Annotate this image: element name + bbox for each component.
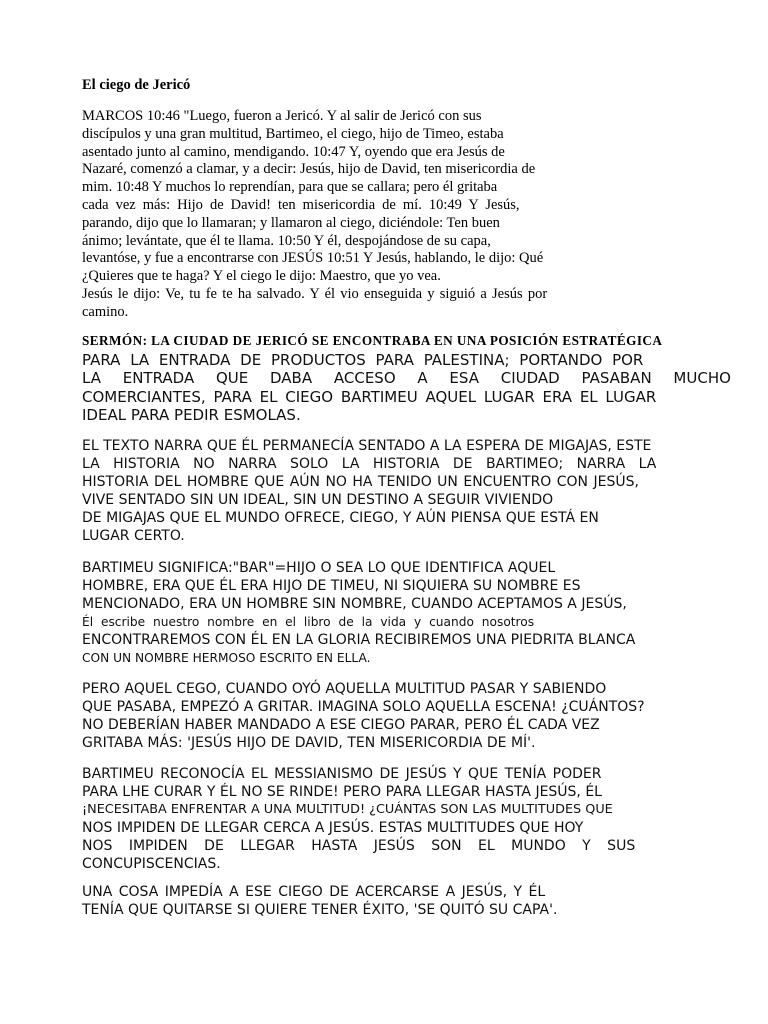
paragraph-line: HOMBRE, ERA QUE ÉL ERA HIJO DE TIMEU, NI SIQUIERA SU NOMBRE ES [82,578,581,594]
gospel-line: cada vez más: Hijo de David! ten misericordia de mí. 10:49 Y Jesús, [82,196,520,213]
sermon-heading: SERMÓN: LA CIUDAD DE JERICÓ SE ENCONTRABA EN UNA POSICIÓN ESTRATÉGICA [82,333,663,348]
paragraph-line: NOS IMPIDEN DE LLEGAR CERCA A JESÚS. ESTAS MULTITUDES QUE HOY [82,820,584,836]
paragraph-line: EL TEXTO NARRA QUE ÉL PERMANECÍA SENTADO A LA ESPERA DE MIGAJAS, ESTE [82,438,652,454]
gospel-line: Jesús le dijo: Ve, tu fe te ha salvado. Y él vio enseguida y siguió a Jesús por [82,285,548,302]
paragraph-line: IDEAL PARA PEDIR ESMOLAS. [82,406,301,425]
paragraph-line: VIVE SENTADO SIN UN IDEAL, SIN UN DESTINO A SEGUIR VIVIENDO [82,492,554,508]
paragraph-line: LUGAR CERTO. [82,528,185,544]
gospel-line: parando, dijo que lo llamaran; y llamaron al ciego, diciéndole: Ten buen [82,214,500,231]
paragraph-line: ¡NECESITABA ENFRENTAR A UNA MULTITUD! ¿CUÁNTAS SON LAS MULTITUDES QUE [82,802,613,817]
sermon-paragraph-2 [82,437,724,545]
sermon-paragraph-3 [82,559,724,667]
gospel-line: camino. [82,303,129,320]
sermon-paragraph-6 [82,883,724,919]
paragraph-line: NO DEBERÍAN HABER MANDADO A ESE CIEGO PARAR, PERO ÉL CADA VEZ [82,717,600,733]
paragraph-line: MENCIONADO, ERA UN HOMBRE SIN NOMBRE, CUANDO ACEPTAMOS A JESÚS, [82,596,627,612]
paragraph-line: NOS IMPIDEN DE LLEGAR HASTA JESÚS SON EL MUNDO Y SUS [82,838,636,854]
gospel-line: ¿Quieres que te haga? Y el ciego le dijo: Maestro, que yo vea. [82,268,441,285]
paragraph-line: BARTIMEU RECONOCÍA EL MESSIANISMO DE JESÚS Y QUE TENÍA PODER [82,766,602,782]
paragraph-line: LA ENTRADA QUE DABA ACCESO A ESA CIUDAD PASABAN MUCHO [82,369,731,388]
paragraph-line: DE MIGAJAS QUE EL MUNDO OFRECE, CIEGO, Y AÚN PIENSA QUE ESTÁ EN [82,510,599,526]
gospel-line: discípulos y una gran multitud, Bartimeo, el ciego, hijo de Timeo, estaba [82,125,504,142]
document-title: El ciego de Jericó [82,77,191,93]
paragraph-line: HISTORIA DEL HOMBRE QUE AÚN NO HA TENIDO UN ENCUENTRO CON JESÚS, [82,474,639,490]
gospel-line: ánimo; levántate, que él te llama. 10:50 Y él, despojándose de su capa, [82,232,491,249]
gospel-line: asentado junto al camino, mendigando. 10:47 Y, oyendo que era Jesús de [82,143,505,160]
paragraph-line: CONCUPISCENCIAS. [82,856,221,872]
paragraph-line: PARA LHE CURAR Y ÉL NO SE RINDE! PERO PARA LLEGAR HASTA JESÚS, ÉL [82,784,602,800]
gospel-passage [82,108,602,322]
paragraph-line: UNA COSA IMPEDÍA A ESE CIEGO DE ACERCARSE A JESÚS, Y ÉL [82,884,546,900]
sermon-paragraph-5 [82,765,724,873]
paragraph-line: PARA LA ENTRADA DE PRODUCTOS PARA PALESTINA; PORTANDO POR [82,351,644,369]
sermon-paragraph-1 [82,351,731,425]
paragraph-line: TENÍA QUE QUITARSE SI QUIERE TENER ÉXITO, 'SE QUITÓ SU CAPA'. [82,902,558,918]
paragraph-line: PERO AQUEL CEGO, CUANDO OYÓ AQUELLA MULTITUD PASAR Y SABIENDO [82,681,607,697]
sermon-paragraph-4 [82,680,724,752]
paragraph-line: QUE PASABA, EMPEZÓ A GRITAR. IMAGINA SOLO AQUELLA ESCENA! ¿CUÁNTOS? [82,699,645,715]
gospel-line: MARCOS 10:46 "Luego, fueron a Jericó. Y al salir de Jericó con sus [82,108,482,124]
gospel-line: levantóse, y fue a encontrarse con JESÚS 10:51 Y Jesús, hablando, le dijo: Qué [82,250,544,267]
paragraph-line: ENCONTRAREMOS CON ÉL EN LA GLORIA RECIBIREMOS UNA PIEDRITA BLANCA [82,632,636,648]
paragraph-line: Él escribe nuestro nombre en el libro de la vida y cuando nosotros [82,615,535,629]
paragraph-line: LA HISTORIA NO NARRA SOLO LA HISTORIA DE BARTIMEO; NARRA LA [82,456,657,472]
paragraph-line: GRITABA MÁS: 'JESÚS HIJO DE DAVID, TEN MISERICORDIA DE MÍ'. [82,735,536,751]
paragraph-line: BARTIMEU SIGNIFICA:"BAR"=HIJO O SEA LO QUE IDENTIFICA AQUEL [82,560,556,576]
gospel-line: Nazaré, comenzó a clamar, y a decir: Jesús, hijo de David, ten misericordia de [82,161,536,178]
gospel-line: mim. 10:48 Y muchos lo reprendían, para que se callara; pero él gritaba [82,179,498,196]
paragraph-line: CON UN NOMBRE HERMOSO ESCRITO EN ELLA. [82,651,371,665]
paragraph-line: COMERCIANTES, PARA EL CIEGO BARTIMEU AQUEL LUGAR ERA EL LUGAR [82,387,657,406]
